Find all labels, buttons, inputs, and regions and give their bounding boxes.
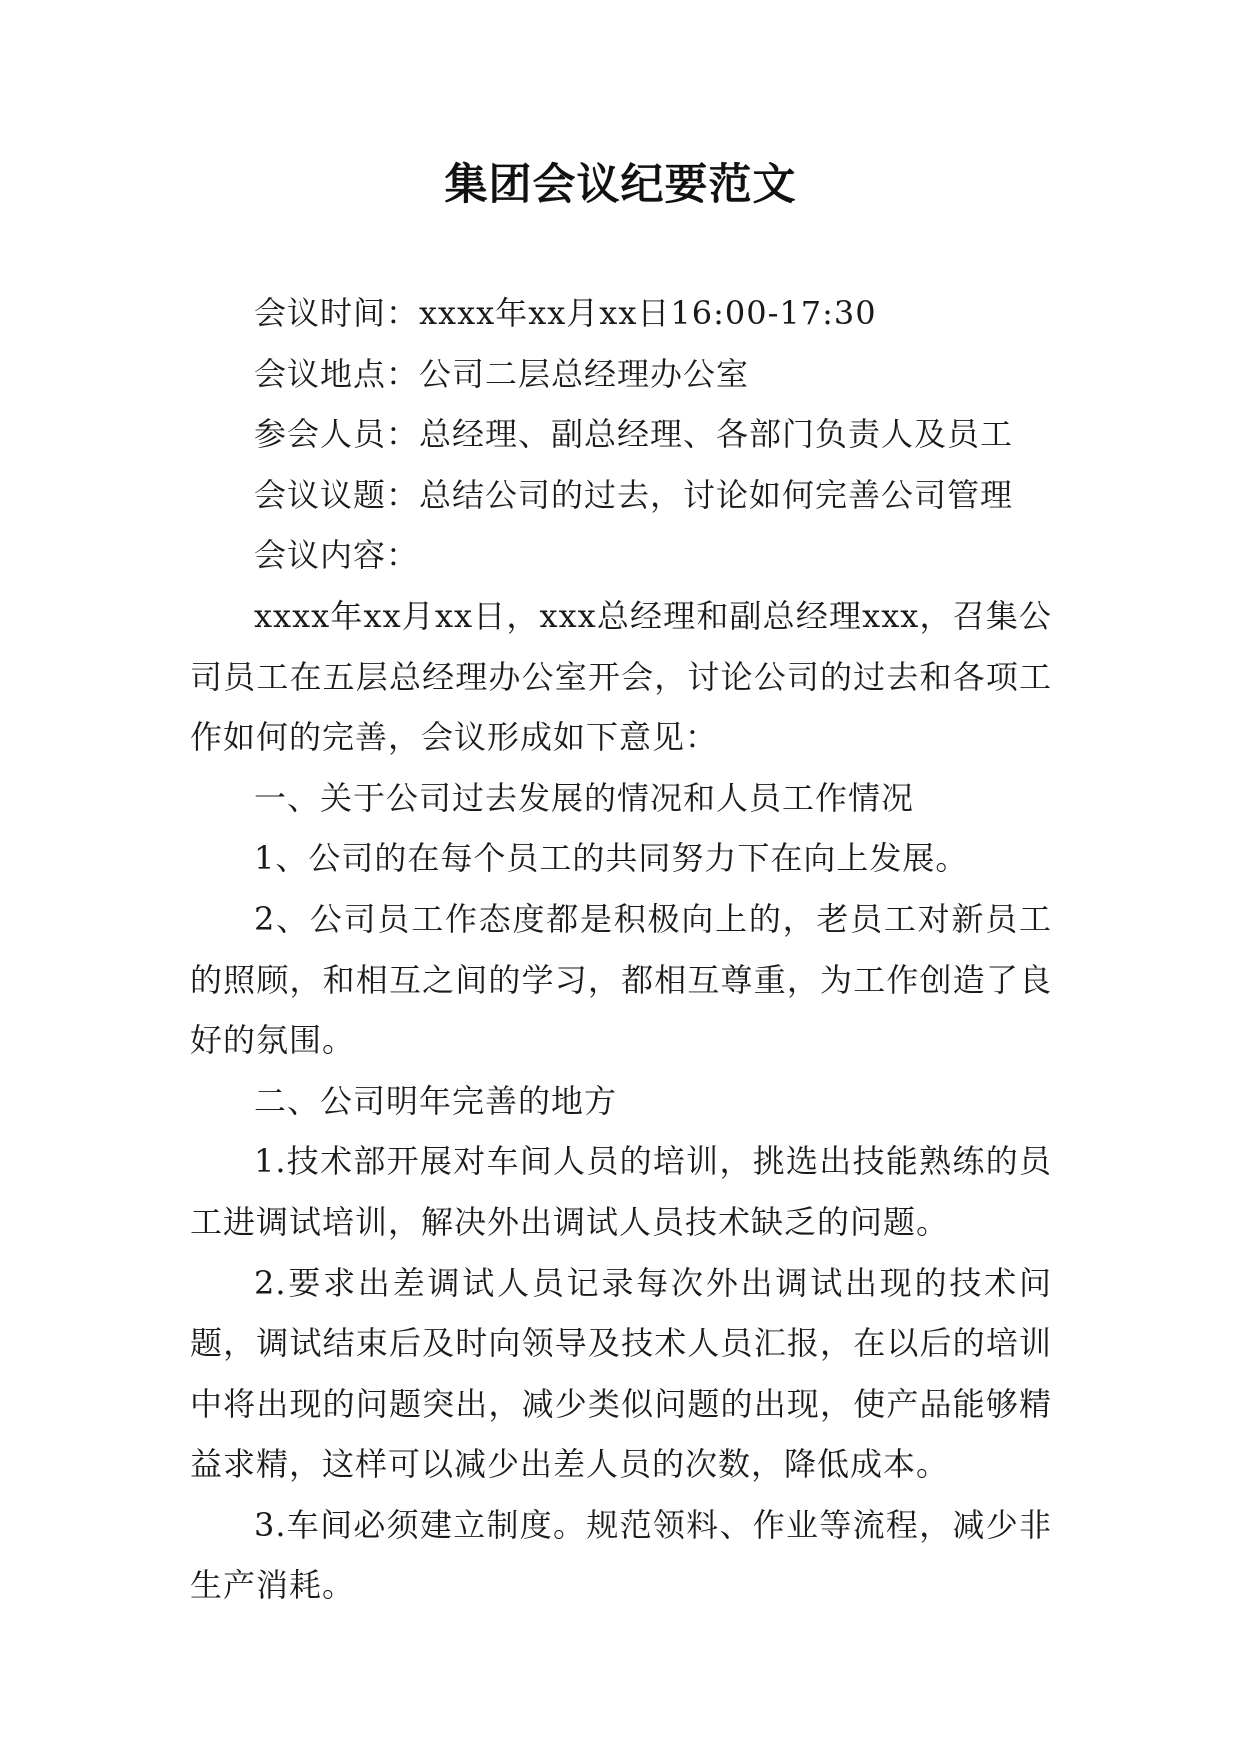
meeting-summary-paragraph: xxxx年xx月xx日，xxx总经理和副总经理xxx，召集公司员工在五层总经理办公室开会，讨论公司的过去和各项工作如何的完善，会议形成如下意见：	[190, 596, 1052, 757]
section-1-item-1: 1、公司的在每个员工的共同努力下在向上发展。	[254, 839, 969, 878]
section-2-item-2: 2.要求出差调试人员记录每次外出调试出现的技术问题，调试结束后及时向领导及技术人员汇报，在以后的培训中将出现的问题突出，减少类似问题的出现，使产品能够精益求精，这样可以减少出差人员的次数，降低成本。	[190, 1263, 1052, 1484]
document-title: 集团会议纪要范文	[444, 160, 797, 210]
meeting-topic: 会议议题：总结公司的过去，讨论如何完善公司管理	[254, 475, 1014, 514]
section-1-item-2: 2、公司员工作态度都是积极向上的，老员工对新员工的照顾，和相互之间的学习，都相互尊重，为工作创造了良好的氛围。	[190, 899, 1052, 1060]
meeting-content-heading: 会议内容：	[254, 536, 420, 575]
section-2-item-1: 1.技术部开展对车间人员的培训，挑选出技能熟练的员工进调试培训，解决外出调试人员技术缺乏的问题。	[190, 1142, 1052, 1241]
meeting-attendees: 参会人员：总经理、副总经理、各部门负责人及员工	[254, 415, 1014, 454]
meeting-time: 会议时间：xxxx年xx月xx日16:00-17:30	[254, 294, 877, 332]
meeting-location: 会议地点：公司二层总经理办公室	[254, 354, 750, 393]
section-heading-1: 一、关于公司过去发展的情况和人员工作情况	[254, 778, 915, 817]
section-heading-2: 二、公司明年完善的地方	[254, 1081, 618, 1120]
section-2-item-3: 3.车间必须建立制度。规范领料、作业等流程，减少非生产消耗。	[190, 1505, 1052, 1605]
document-body	[190, 283, 1052, 1616]
